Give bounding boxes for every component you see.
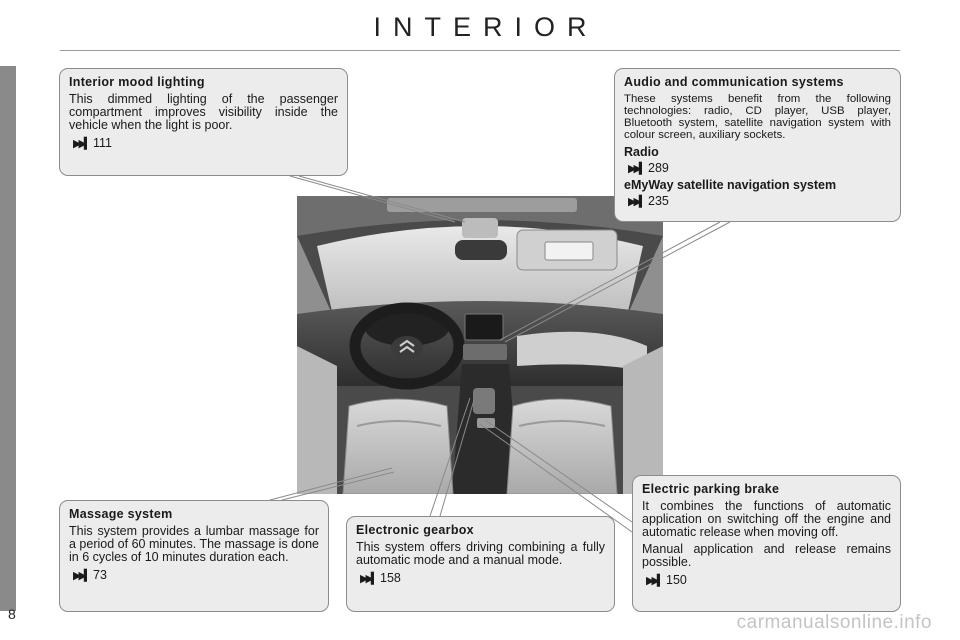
page-reference-number: 158 [380, 571, 401, 585]
page-reference[interactable] [646, 573, 891, 587]
fast-forward-icon: ▶▶▍ [360, 572, 377, 585]
electric-parking-brake-box [632, 475, 901, 612]
section-text: This dimmed lighting of the passenger compartment improves visibility inside the vehicle when the light is poor. [69, 92, 338, 132]
radio-subheading: Radio [624, 145, 659, 159]
section-heading: Audio and communication systems [624, 75, 844, 89]
section-heading: Electric parking brake [642, 482, 780, 496]
audio-communication-box [614, 68, 901, 222]
radio-page-reference[interactable] [628, 161, 891, 175]
electronic-gearbox-box [346, 516, 615, 612]
page-reference-number: 73 [93, 568, 107, 582]
fast-forward-icon: ▶▶▍ [73, 137, 90, 150]
page-number: 8 [8, 606, 16, 622]
fast-forward-icon: ▶▶▍ [628, 195, 645, 208]
car-interior-illustration [297, 196, 663, 494]
section-heading: Electronic gearbox [356, 523, 474, 537]
fast-forward-icon: ▶▶▍ [73, 569, 90, 582]
page-title: INTERIOR [373, 12, 599, 42]
section-text: It combines the functions of automatic application on switching off the engine and automatic release when moving off. [642, 499, 891, 539]
section-text-2: Manual application and release remains possible. [642, 542, 891, 569]
page-reference-number: 235 [648, 194, 669, 208]
page-reference[interactable] [73, 136, 338, 150]
section-text: This system provides a lumbar massage for a period of 60 minutes. The massage is done in 6 cycles of 10 minutes duration each. [69, 524, 319, 564]
page-reference[interactable] [360, 571, 605, 585]
page-reference-number: 289 [648, 161, 669, 175]
navigation-subheading: eMyWay satellite navigation system [624, 178, 837, 192]
page-reference-number: 111 [93, 136, 113, 150]
massage-system-box [59, 500, 329, 612]
fast-forward-icon: ▶▶▍ [646, 574, 663, 587]
watermark: carmanualsonline.info [736, 612, 932, 633]
section-text: These systems benefit from the following technologies: radio, CD player, USB player, Bluetooth system, satellite navigation system with colour screen, auxiliary sockets. [624, 93, 891, 141]
section-heading: Interior mood lighting [69, 75, 205, 89]
section-text: This system offers driving combining a fully automatic mode and a manual mode. [356, 540, 605, 567]
side-tab-bar [0, 66, 16, 611]
navigation-page-reference[interactable] [628, 194, 891, 208]
page-reference[interactable] [73, 568, 319, 582]
title-divider [60, 50, 900, 51]
interior-mood-lighting-box [59, 68, 348, 176]
fast-forward-icon: ▶▶▍ [628, 162, 645, 175]
page-reference-number: 150 [666, 573, 687, 587]
section-heading: Massage system [69, 507, 173, 521]
